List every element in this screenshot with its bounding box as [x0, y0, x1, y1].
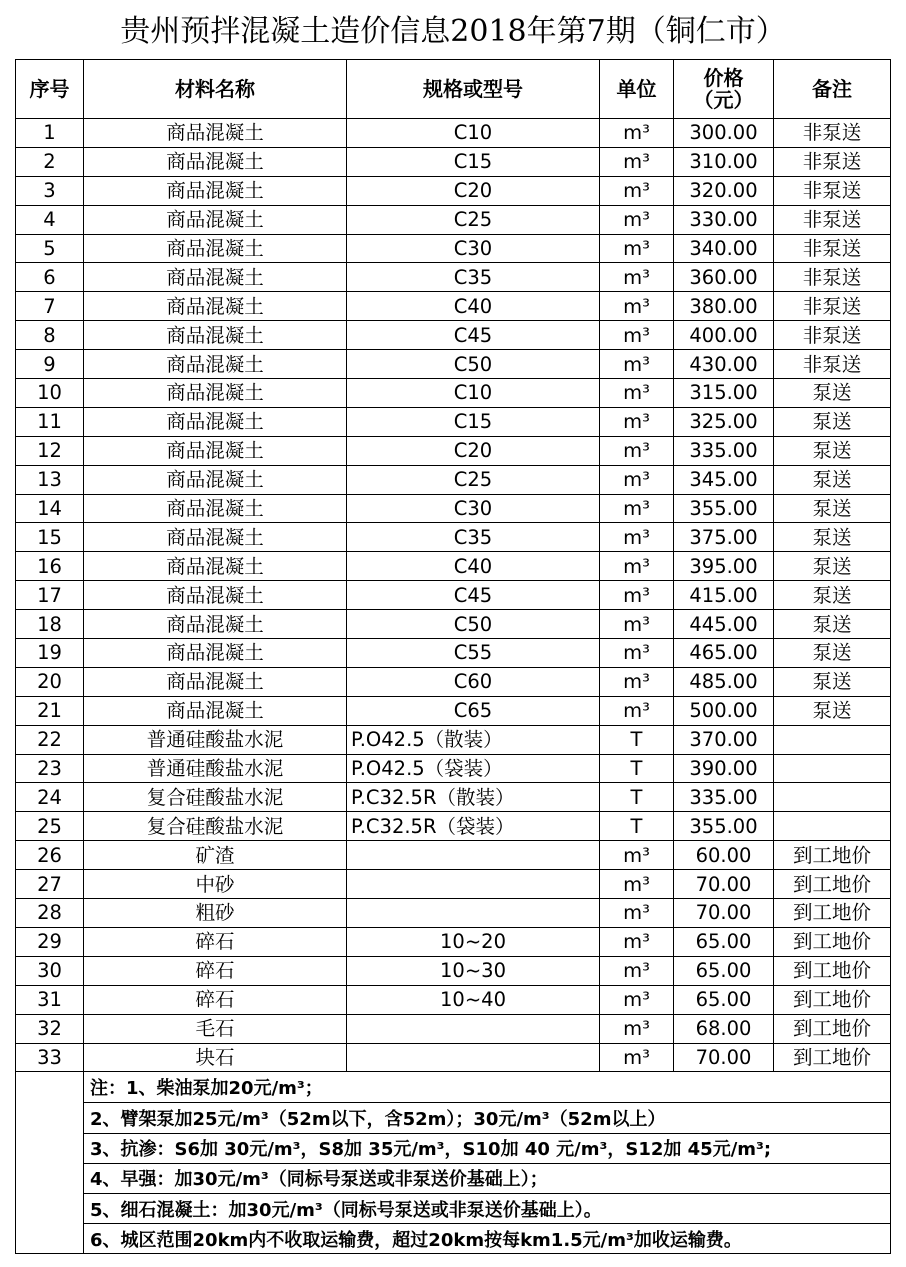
- row-index: 7: [16, 292, 84, 321]
- row-spec: C20: [347, 176, 600, 205]
- note-row: [16, 1224, 891, 1254]
- row-price: 65.00: [674, 985, 774, 1014]
- row-price: 390.00: [674, 754, 774, 783]
- table-row: [16, 841, 891, 870]
- row-spec: P.O42.5（袋装）: [347, 754, 600, 783]
- row-price: 445.00: [674, 610, 774, 639]
- row-material-name: 中砂: [84, 870, 347, 899]
- row-remark: 泵送: [774, 436, 891, 465]
- row-remark: 泵送: [774, 523, 891, 552]
- row-unit: m³: [600, 263, 674, 292]
- row-price: 65.00: [674, 927, 774, 956]
- row-material-name: 商品混凝土: [84, 552, 347, 581]
- row-remark: 到工地价: [774, 1043, 891, 1072]
- row-price: 415.00: [674, 581, 774, 610]
- table-row: [16, 147, 891, 176]
- row-index: 8: [16, 321, 84, 350]
- row-index: 3: [16, 176, 84, 205]
- note-text: 6、城区范围20km内不收取运输费，超过20km按每km1.5元/m³加收运输费。: [84, 1224, 891, 1254]
- row-remark: 非泵送: [774, 263, 891, 292]
- notes-margin-cell: [16, 1072, 84, 1254]
- note-text: 4、早强：加30元/m³（同标号泵送或非泵送价基础上）；: [84, 1163, 891, 1193]
- row-spec: C40: [347, 292, 600, 321]
- row-index: 6: [16, 263, 84, 292]
- row-remark: 到工地价: [774, 985, 891, 1014]
- row-spec: P.C32.5R（袋装）: [347, 812, 600, 841]
- row-remark: 到工地价: [774, 870, 891, 899]
- row-spec: 10~30: [347, 956, 600, 985]
- row-remark: 非泵送: [774, 292, 891, 321]
- row-price: 500.00: [674, 696, 774, 725]
- row-material-name: 商品混凝土: [84, 696, 347, 725]
- row-index: 31: [16, 985, 84, 1014]
- row-price: 70.00: [674, 899, 774, 928]
- row-material-name: 商品混凝土: [84, 523, 347, 552]
- row-remark: 到工地价: [774, 899, 891, 928]
- row-unit: m³: [600, 407, 674, 436]
- table-row: [16, 465, 891, 494]
- table-row: [16, 119, 891, 148]
- row-remark: [774, 812, 891, 841]
- table-row: [16, 1014, 891, 1043]
- row-material-name: 商品混凝土: [84, 407, 347, 436]
- header-unit: 单位: [600, 60, 674, 119]
- row-remark: 泵送: [774, 552, 891, 581]
- row-spec: C45: [347, 581, 600, 610]
- row-remark: 非泵送: [774, 176, 891, 205]
- row-spec: C30: [347, 494, 600, 523]
- row-remark: 泵送: [774, 639, 891, 668]
- row-price: 380.00: [674, 292, 774, 321]
- row-index: 9: [16, 350, 84, 379]
- document-title: 贵州预拌混凝土造价信息2018年第7期（铜仁市）: [120, 14, 786, 49]
- row-index: 12: [16, 436, 84, 465]
- row-index: 20: [16, 667, 84, 696]
- table-row: [16, 581, 891, 610]
- row-spec: P.C32.5R（散装）: [347, 783, 600, 812]
- table-row: [16, 407, 891, 436]
- note-text: 5、细石混凝土：加30元/m³（同标号泵送或非泵送价基础上）。: [84, 1193, 891, 1223]
- row-unit: m³: [600, 870, 674, 899]
- row-spec: 10~40: [347, 985, 600, 1014]
- row-index: 1: [16, 119, 84, 148]
- row-unit: m³: [600, 1014, 674, 1043]
- row-remark: 非泵送: [774, 350, 891, 379]
- row-material-name: 商品混凝土: [84, 147, 347, 176]
- row-spec: C35: [347, 523, 600, 552]
- row-unit: m³: [600, 147, 674, 176]
- row-index: 10: [16, 379, 84, 408]
- table-row: [16, 350, 891, 379]
- table-row: [16, 927, 891, 956]
- note-text: 3、抗渗：S6加 30元/m³，S8加 35元/m³，S10加 40 元/m³，S12加 45元/m³;: [84, 1133, 891, 1163]
- row-index: 11: [16, 407, 84, 436]
- row-material-name: 商品混凝土: [84, 234, 347, 263]
- table-row: [16, 783, 891, 812]
- row-material-name: 商品混凝土: [84, 667, 347, 696]
- row-remark: 泵送: [774, 465, 891, 494]
- row-unit: T: [600, 812, 674, 841]
- row-unit: m³: [600, 552, 674, 581]
- row-price: 400.00: [674, 321, 774, 350]
- table-row: [16, 667, 891, 696]
- row-unit: T: [600, 783, 674, 812]
- row-material-name: 粗砂: [84, 899, 347, 928]
- header-spec: 规格或型号: [347, 60, 600, 119]
- row-remark: 非泵送: [774, 234, 891, 263]
- row-price: 340.00: [674, 234, 774, 263]
- table-row: [16, 870, 891, 899]
- row-remark: [774, 754, 891, 783]
- row-remark: 泵送: [774, 667, 891, 696]
- table-row: [16, 725, 891, 754]
- row-remark: 非泵送: [774, 147, 891, 176]
- notes-section: [16, 1072, 891, 1254]
- row-index: 25: [16, 812, 84, 841]
- row-index: 28: [16, 899, 84, 928]
- table-row: [16, 205, 891, 234]
- row-index: 24: [16, 783, 84, 812]
- price-table: [15, 59, 891, 1254]
- row-unit: m³: [600, 205, 674, 234]
- row-price: 345.00: [674, 465, 774, 494]
- row-spec: C50: [347, 610, 600, 639]
- row-unit: m³: [600, 350, 674, 379]
- row-remark: 泵送: [774, 696, 891, 725]
- row-unit: T: [600, 754, 674, 783]
- note-row: [16, 1103, 891, 1133]
- row-price: 375.00: [674, 523, 774, 552]
- row-price: 60.00: [674, 841, 774, 870]
- row-index: 22: [16, 725, 84, 754]
- row-index: 21: [16, 696, 84, 725]
- note-row: [16, 1072, 891, 1103]
- row-index: 26: [16, 841, 84, 870]
- table-row: [16, 321, 891, 350]
- row-price: 310.00: [674, 147, 774, 176]
- row-remark: 泵送: [774, 494, 891, 523]
- row-index: 17: [16, 581, 84, 610]
- row-index: 32: [16, 1014, 84, 1043]
- row-price: 315.00: [674, 379, 774, 408]
- table-row: [16, 899, 891, 928]
- row-spec: 10~20: [347, 927, 600, 956]
- row-material-name: 碎石: [84, 985, 347, 1014]
- row-spec: C40: [347, 552, 600, 581]
- row-unit: m³: [600, 176, 674, 205]
- row-material-name: 普通硅酸盐水泥: [84, 754, 347, 783]
- row-index: 33: [16, 1043, 84, 1072]
- table-body: [16, 119, 891, 1072]
- row-index: 13: [16, 465, 84, 494]
- row-spec: C55: [347, 639, 600, 668]
- row-material-name: 商品混凝土: [84, 494, 347, 523]
- row-price: 355.00: [674, 812, 774, 841]
- row-unit: m³: [600, 610, 674, 639]
- row-material-name: 商品混凝土: [84, 436, 347, 465]
- row-index: 16: [16, 552, 84, 581]
- row-index: 27: [16, 870, 84, 899]
- row-unit: m³: [600, 667, 674, 696]
- row-spec: C35: [347, 263, 600, 292]
- row-price: 335.00: [674, 436, 774, 465]
- row-spec: C50: [347, 350, 600, 379]
- row-spec: [347, 870, 600, 899]
- row-spec: C45: [347, 321, 600, 350]
- row-unit: m³: [600, 465, 674, 494]
- row-price: 330.00: [674, 205, 774, 234]
- row-unit: m³: [600, 321, 674, 350]
- table-row: [16, 1043, 891, 1072]
- row-material-name: 商品混凝土: [84, 321, 347, 350]
- note-row: [16, 1163, 891, 1193]
- row-remark: 泵送: [774, 407, 891, 436]
- row-material-name: 复合硅酸盐水泥: [84, 812, 347, 841]
- row-spec: C25: [347, 205, 600, 234]
- row-remark: [774, 783, 891, 812]
- row-price: 335.00: [674, 783, 774, 812]
- row-spec: C15: [347, 407, 600, 436]
- row-material-name: 商品混凝土: [84, 610, 347, 639]
- row-unit: m³: [600, 119, 674, 148]
- row-remark: 非泵送: [774, 321, 891, 350]
- row-remark: 到工地价: [774, 927, 891, 956]
- row-unit: m³: [600, 436, 674, 465]
- table-row: [16, 985, 891, 1014]
- table-row: [16, 379, 891, 408]
- row-spec: [347, 899, 600, 928]
- row-unit: m³: [600, 956, 674, 985]
- row-price: 300.00: [674, 119, 774, 148]
- header-price-line1: 价格: [703, 66, 744, 90]
- row-index: 19: [16, 639, 84, 668]
- row-spec: P.O42.5（散装）: [347, 725, 600, 754]
- note-text: 2、臂架泵加25元/m³（52m以下，含52m）；30元/m³（52m以上）: [84, 1103, 891, 1133]
- row-price: 485.00: [674, 667, 774, 696]
- note-text: 注：1、柴油泵加20元/m³；: [84, 1072, 891, 1103]
- row-price: 465.00: [674, 639, 774, 668]
- row-material-name: 复合硅酸盐水泥: [84, 783, 347, 812]
- row-spec: C60: [347, 667, 600, 696]
- row-unit: m³: [600, 234, 674, 263]
- row-material-name: 商品混凝土: [84, 581, 347, 610]
- table-header-row: [16, 60, 891, 119]
- row-remark: 到工地价: [774, 1014, 891, 1043]
- row-unit: m³: [600, 927, 674, 956]
- row-material-name: 商品混凝土: [84, 379, 347, 408]
- row-index: 2: [16, 147, 84, 176]
- row-remark: 泵送: [774, 581, 891, 610]
- row-material-name: 碎石: [84, 927, 347, 956]
- row-material-name: 商品混凝土: [84, 205, 347, 234]
- table-row: [16, 552, 891, 581]
- row-price: 325.00: [674, 407, 774, 436]
- row-unit: m³: [600, 292, 674, 321]
- row-unit: m³: [600, 696, 674, 725]
- table-row: [16, 263, 891, 292]
- table-row: [16, 234, 891, 263]
- table-row: [16, 292, 891, 321]
- row-price: 70.00: [674, 870, 774, 899]
- row-index: 18: [16, 610, 84, 639]
- row-remark: 泵送: [774, 610, 891, 639]
- row-spec: [347, 841, 600, 870]
- row-unit: m³: [600, 639, 674, 668]
- row-remark: 泵送: [774, 379, 891, 408]
- row-unit: m³: [600, 494, 674, 523]
- row-spec: C65: [347, 696, 600, 725]
- row-price: 430.00: [674, 350, 774, 379]
- row-index: 30: [16, 956, 84, 985]
- table-row: [16, 523, 891, 552]
- row-index: 4: [16, 205, 84, 234]
- table-row: [16, 176, 891, 205]
- header-remark: 备注: [774, 60, 891, 119]
- row-material-name: 块石: [84, 1043, 347, 1072]
- row-remark: 非泵送: [774, 119, 891, 148]
- row-index: 23: [16, 754, 84, 783]
- row-unit: T: [600, 725, 674, 754]
- table-row: [16, 639, 891, 668]
- row-price: 70.00: [674, 1043, 774, 1072]
- row-unit: m³: [600, 899, 674, 928]
- header-price-line2: （元）: [693, 88, 754, 112]
- row-material-name: 商品混凝土: [84, 119, 347, 148]
- header-price: [674, 60, 774, 119]
- row-spec: C15: [347, 147, 600, 176]
- row-material-name: 矿渣: [84, 841, 347, 870]
- row-spec: C20: [347, 436, 600, 465]
- row-index: 29: [16, 927, 84, 956]
- row-unit: m³: [600, 581, 674, 610]
- row-price: 370.00: [674, 725, 774, 754]
- row-price: 355.00: [674, 494, 774, 523]
- row-material-name: 碎石: [84, 956, 347, 985]
- row-unit: m³: [600, 985, 674, 1014]
- row-material-name: 商品混凝土: [84, 639, 347, 668]
- table-row: [16, 956, 891, 985]
- row-material-name: 商品混凝土: [84, 465, 347, 494]
- row-spec: C25: [347, 465, 600, 494]
- row-material-name: 商品混凝土: [84, 350, 347, 379]
- row-material-name: 商品混凝土: [84, 176, 347, 205]
- note-row: [16, 1133, 891, 1163]
- table-row: [16, 436, 891, 465]
- table-row: [16, 494, 891, 523]
- table-row: [16, 754, 891, 783]
- row-remark: 到工地价: [774, 841, 891, 870]
- row-index: 14: [16, 494, 84, 523]
- row-index: 15: [16, 523, 84, 552]
- row-remark: 非泵送: [774, 205, 891, 234]
- row-material-name: 商品混凝土: [84, 292, 347, 321]
- table-row: [16, 812, 891, 841]
- row-unit: m³: [600, 841, 674, 870]
- header-index: 序号: [16, 60, 84, 119]
- header-name: 材料名称: [84, 60, 347, 119]
- row-spec: [347, 1014, 600, 1043]
- row-remark: [774, 725, 891, 754]
- row-spec: C30: [347, 234, 600, 263]
- row-spec: C10: [347, 379, 600, 408]
- row-price: 68.00: [674, 1014, 774, 1043]
- row-unit: m³: [600, 379, 674, 408]
- note-row: [16, 1193, 891, 1223]
- row-material-name: 普通硅酸盐水泥: [84, 725, 347, 754]
- row-price: 395.00: [674, 552, 774, 581]
- row-price: 320.00: [674, 176, 774, 205]
- row-unit: m³: [600, 1043, 674, 1072]
- row-price: 360.00: [674, 263, 774, 292]
- row-spec: [347, 1043, 600, 1072]
- row-remark: 到工地价: [774, 956, 891, 985]
- table-row: [16, 696, 891, 725]
- table-row: [16, 610, 891, 639]
- row-price: 65.00: [674, 956, 774, 985]
- row-material-name: 毛石: [84, 1014, 347, 1043]
- row-unit: m³: [600, 523, 674, 552]
- row-spec: C10: [347, 119, 600, 148]
- row-material-name: 商品混凝土: [84, 263, 347, 292]
- row-index: 5: [16, 234, 84, 263]
